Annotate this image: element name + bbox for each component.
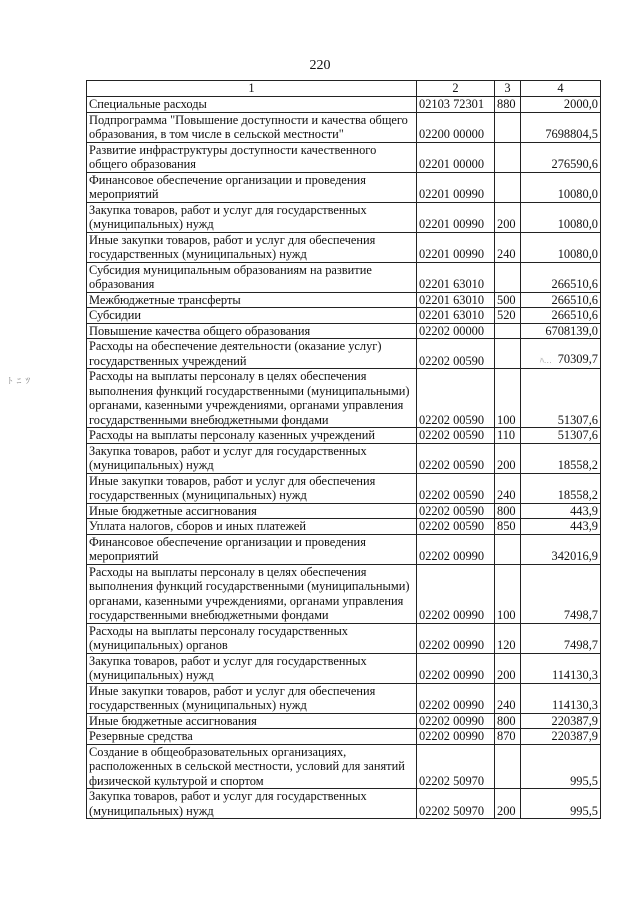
table-row [87,473,601,503]
row-code: 02201 00990 [417,202,495,232]
row-amount-cell [521,202,601,232]
table-row [87,97,601,113]
table-row [87,369,601,428]
row-amount-cell [521,339,601,369]
row-amount: 995,5 [570,803,598,818]
row-amount-cell [521,729,601,745]
table-row [87,262,601,292]
row-amount: 7498,7 [563,608,598,622]
row-name: Субсидии [87,308,417,324]
row-amount: 114130,3 [551,698,598,712]
row-expense-type: 200 [495,653,521,683]
row-amount: 266510,6 [551,308,598,322]
row-expense-type [495,339,521,369]
row-amount: 10080,0 [557,217,598,231]
row-code: 02201 63010 [417,308,495,324]
row-code: 02202 00000 [417,323,495,339]
row-expense-type: 870 [495,729,521,745]
row-amount: 443,9 [570,519,598,533]
row-code: 02202 00590 [417,503,495,519]
row-name: Расходы на выплаты персоналу в целях обеспечения выполнения функций государственными (муниципальными) органами, казенными учреждениями, органами управления государственными внебюджетными фондами [87,369,417,428]
row-amount-cell [521,292,601,308]
row-amount: 220387,9 [551,713,598,728]
row-expense-type [495,112,521,142]
table-row [87,789,601,819]
row-amount: 51307,6 [557,412,598,427]
row-name: Межбюджетные трансферты [87,292,417,308]
row-name: Повышение качества общего образования [87,323,417,339]
row-name: Расходы на выплаты персоналу в целях обеспечения выполнения функций государственными (муниципальными) органами, казенными учреждениями, органами управления государственными внебюджетными фондами [87,564,417,623]
column-header-3: 3 [495,81,521,97]
row-code: 02202 00990 [417,683,495,713]
row-expense-type: 200 [495,443,521,473]
row-amount: 7498,7 [563,638,598,652]
table-row [87,202,601,232]
table-row [87,683,601,713]
row-name: Создание в общеобразовательных организациях, расположенных в сельской местности, условий для занятий физической культурой и спортом [87,744,417,789]
row-code: 02202 50970 [417,744,495,789]
row-amount-cell [521,323,601,339]
row-expense-type: 880 [495,97,521,113]
row-amount-cell [521,428,601,444]
row-expense-type: 800 [495,503,521,519]
row-name: Специальные расходы [87,97,417,113]
table-row [87,623,601,653]
row-amount-cell [521,262,601,292]
row-code: 02202 00990 [417,564,495,623]
row-expense-type: 120 [495,623,521,653]
table-row [87,142,601,172]
row-name: Финансовое обеспечение организации и проведения мероприятий [87,172,417,202]
table-row [87,172,601,202]
row-amount: 266510,6 [551,292,598,307]
row-expense-type [495,172,521,202]
row-amount-cell [521,744,601,789]
row-code: 02201 63010 [417,292,495,308]
table-row [87,323,601,339]
row-amount: 276590,6 [551,157,598,171]
row-name: Подпрограмма "Повышение доступности и качества общего образования, в том числе в сельской местности" [87,112,417,142]
row-name: Субсидия муниципальным образованиям на развитие образования [87,262,417,292]
row-code: 02201 00000 [417,142,495,172]
table-row [87,564,601,623]
margin-scan-mark: ﾄ ﾆ ﾂ [8,376,32,386]
row-name: Закупка товаров, работ и услуг для государственных (муниципальных) нужд [87,789,417,819]
table-row [87,744,601,789]
row-name: Иные закупки товаров, работ и услуг для обеспечения государственных (муниципальных) нужд [87,473,417,503]
row-expense-type: 240 [495,683,521,713]
row-name: Развитие инфраструктуры доступности качественного общего образования [87,142,417,172]
row-amount-cell [521,172,601,202]
row-code: 02202 00590 [417,339,495,369]
table-header-row [87,81,601,97]
row-expense-type [495,744,521,789]
row-code: 02201 00990 [417,172,495,202]
column-header-1: 1 [87,81,417,97]
table-row [87,292,601,308]
row-amount-cell [521,789,601,819]
row-code: 02103 72301 [417,97,495,113]
table-row [87,503,601,519]
row-expense-type: 240 [495,473,521,503]
row-amount-cell [521,473,601,503]
row-amount: 220387,9 [551,729,598,743]
row-code: 02202 00590 [417,519,495,535]
row-amount-cell [521,97,601,113]
row-expense-type: 800 [495,713,521,729]
row-code: 02201 63010 [417,262,495,292]
row-expense-type [495,262,521,292]
row-amount-cell [521,308,601,324]
row-name: Иные бюджетные ассигнования [87,713,417,729]
row-amount: 7698804,5 [545,127,598,141]
row-name: Иные закупки товаров, работ и услуг для обеспечения государственных (муниципальных) нужд [87,683,417,713]
table-row [87,729,601,745]
table-row [87,713,601,729]
table-row [87,443,601,473]
row-name: Финансовое обеспечение организации и проведения мероприятий [87,534,417,564]
row-expense-type: 500 [495,292,521,308]
row-amount: 342016,9 [551,549,598,563]
row-name: Резервные средства [87,729,417,745]
row-amount: 10080,0 [557,247,598,261]
row-amount-cell [521,232,601,262]
row-code: 02202 00990 [417,623,495,653]
row-expense-type [495,142,521,172]
row-amount: 18558,2 [557,458,598,472]
table-row [87,534,601,564]
row-expense-type [495,534,521,564]
row-code: 02202 50970 [417,789,495,819]
row-code: 02202 00590 [417,428,495,444]
row-name: Уплата налогов, сборов и иных платежей [87,519,417,535]
row-amount-cell [521,503,601,519]
row-amount-cell [521,369,601,428]
row-amount: 2000,0 [563,97,598,111]
row-amount-cell [521,653,601,683]
column-header-2: 2 [417,81,495,97]
row-code: 02202 00990 [417,729,495,745]
table-row [87,339,601,369]
row-amount-cell [521,683,601,713]
table-body [87,97,601,819]
row-expense-type: 100 [495,564,521,623]
row-expense-type: 520 [495,308,521,324]
row-expense-type: 110 [495,428,521,444]
row-name: Иные закупки товаров, работ и услуг для обеспечения государственных (муниципальных) нужд [87,232,417,262]
row-amount: 266510,6 [551,277,598,291]
row-amount: 51307,6 [557,428,598,442]
row-code: 02202 00990 [417,653,495,683]
table-row [87,428,601,444]
row-amount: 114130,3 [551,668,598,682]
row-name: Расходы на выплаты персоналу государственных (муниципальных) органов [87,623,417,653]
row-amount: 18558,2 [557,488,598,502]
scan-stamp-mark: ﾊ… [539,355,552,365]
budget-table [86,80,601,819]
row-expense-type: 240 [495,232,521,262]
row-name: Закупка товаров, работ и услуг для государственных (муниципальных) нужд [87,443,417,473]
row-name: Иные бюджетные ассигнования [87,503,417,519]
table-row [87,308,601,324]
page-number: 220 [309,58,331,73]
row-amount: 443,9 [570,503,598,518]
table-row [87,112,601,142]
row-name: Расходы на обеспечение деятельности (оказание услуг) государственных учреждений [87,339,417,369]
row-expense-type: 100 [495,369,521,428]
table-row [87,519,601,535]
row-expense-type: 200 [495,202,521,232]
row-expense-type: 200 [495,789,521,819]
row-name: Закупка товаров, работ и услуг для государственных (муниципальных) нужд [87,202,417,232]
row-amount-cell [521,564,601,623]
row-amount-cell [521,534,601,564]
row-expense-type [495,323,521,339]
row-amount-cell [521,623,601,653]
row-code: 02202 00990 [417,534,495,564]
row-name: Расходы на выплаты персоналу казенных учреждений [87,428,417,444]
row-code: 02201 00990 [417,232,495,262]
row-amount-cell [521,519,601,535]
column-header-4: 4 [521,81,601,97]
table-row [87,653,601,683]
row-code: 02202 00990 [417,713,495,729]
row-code: 02202 00590 [417,369,495,428]
row-amount-cell [521,112,601,142]
row-amount: 6708139,0 [545,323,598,338]
row-amount: 70309,7 [557,351,598,366]
table-row [87,232,601,262]
row-code: 02202 00590 [417,443,495,473]
row-amount-cell [521,443,601,473]
row-amount-cell [521,142,601,172]
row-amount: 10080,0 [557,187,598,201]
row-amount: 995,5 [570,773,598,788]
row-expense-type: 850 [495,519,521,535]
row-code: 02200 00000 [417,112,495,142]
row-amount-cell [521,713,601,729]
row-name: Закупка товаров, работ и услуг для государственных (муниципальных) нужд [87,653,417,683]
row-code: 02202 00590 [417,473,495,503]
